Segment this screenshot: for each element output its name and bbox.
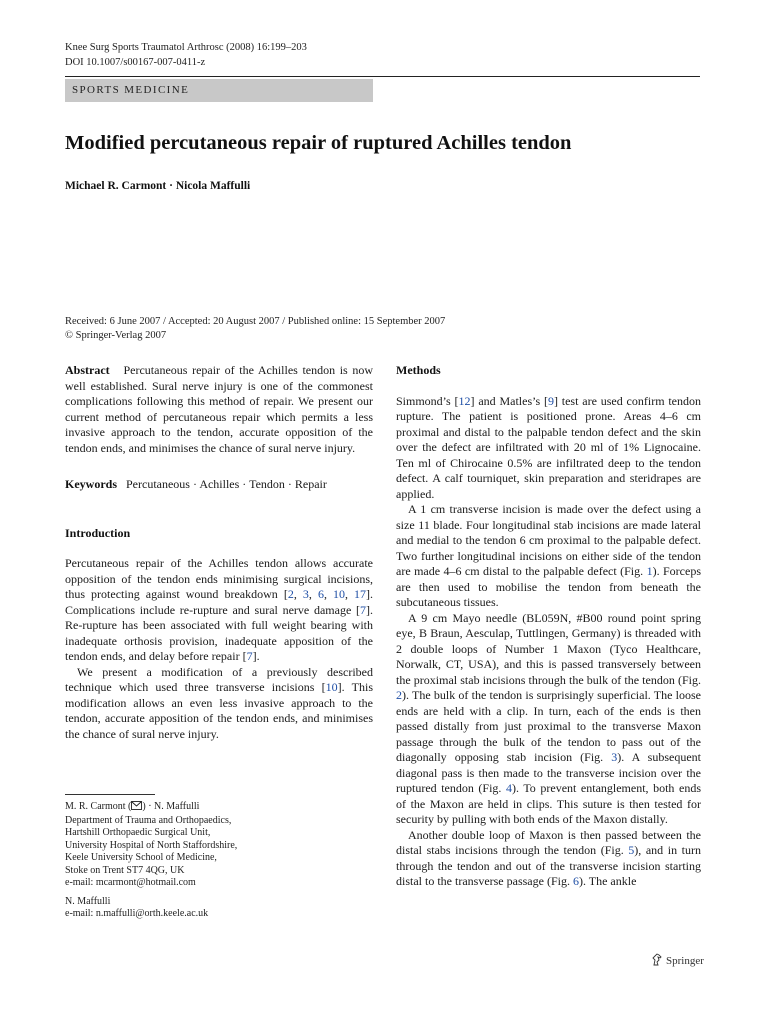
author-list: Michael R. Carmont · Nicola Maffulli (65, 180, 251, 192)
affiliation-line: Hartshill Orthopaedic Surgical Unit, (65, 827, 211, 838)
affiliation-authors (65, 801, 373, 815)
paragraph-text: , (323, 587, 333, 601)
paragraph-text: ). To prevent entanglement, both ends of the Maxon are held in clips. This suture is then tested for security by pulling with both ends of the Maxon distally. (396, 781, 701, 826)
citation-link[interactable]: 2 (287, 587, 294, 601)
springer-horse-icon (651, 953, 663, 969)
publisher-name: Springer (666, 955, 704, 967)
affiliation-line: Stoke on Trent ST7 4QG, UK (65, 864, 185, 876)
affiliation-author-1: M. R. Carmont ( (65, 801, 132, 812)
paragraph-text: , (344, 587, 355, 601)
paragraph-text: ). The bulk of the tendon is surprisingly superficial. The loose ends are held with a clip. In turn, each of the ends is then passed distally from just proximal to the transverse Maxon passage through the bulk of the tendon to pass out of the diagonally opposing stab incision (Fig. (396, 688, 701, 764)
abstract-label: Abstract (65, 363, 110, 377)
journal-citation: Knee Surg Sports Traumatol Arthrosc (2008) 16:199–203 (65, 42, 307, 53)
keywords-text: Percutaneous · Achilles · Tendon · Repair (126, 477, 327, 491)
paragraph-text: A 9 cm Mayo needle (BL059N, #B00 round point spring eye, B Braun, Aesculap, Tuttlingen, Germany) is threaded with 2 double loops of Number 1 Maxon (Tyco Healthcare, Norwalk, CT, USA), and this is passed transversely between the proximal stab incisions through the bulk of the tendon (Fig. (396, 610, 701, 687)
footnote-rule (65, 794, 155, 795)
affiliation-line: Department of Trauma and Orthopaedics, (65, 814, 232, 826)
abstract-text: Percutaneous repair of the Achilles tendon is now well established. Sural nerve injury is one of the commonest complications following this method of repair. We present our current method of percutaneous repair which permits a less invasive approach to the tendon, accurate opposition of the tendon ends, and minimises the chance of sural nerve injury. (65, 363, 373, 455)
affiliation-author-2: ) · N. Maffulli (142, 801, 200, 812)
paragraph-text: We present a modification of a previously described technique which used three transverse incisions [ (65, 664, 373, 694)
citation-link[interactable]: 5 (628, 843, 635, 857)
paragraph-text: , (293, 587, 303, 601)
affiliation-author-2-name: N. Maffulli (65, 895, 111, 907)
paragraph-text: Another double loop of Maxon is then passed between the distal stabs incisions through the tendon (Fig. (396, 827, 701, 857)
paragraph-text: ] test are used confirm tendon rupture. The patient is positioned prone. Areas 4–6 cm proximal and distal to the palpable tendon defect and the skin over the defect are infiltrated with 20 ml of 1% Lignocaine. Ten ml of Chirocaine 0.5% are infiltrated deep to the tendon defect. A calf tourniquet, skin preparation and steridrapes are applied. (396, 393, 702, 501)
paragraph-text: ]. Re-rupture has been associated with full weight bearing with inadequate orthosis provision, inadequate apposition of the tendon ends, and delay before repair [ (65, 602, 373, 663)
publisher-logo (651, 953, 704, 969)
right-column (396, 363, 701, 890)
paragraph-text: ]. This modification allows an even less invasive approach to the tendon, accurate apposition of the tendon ends, and minimises the chance of sural nerve injury. (65, 680, 373, 741)
methods-paragraph-3 (396, 611, 701, 828)
intro-paragraph-1 (65, 556, 373, 665)
section-label: SPORTS MEDICINE (65, 79, 373, 102)
keywords (65, 477, 373, 493)
citation-link[interactable]: 7 (246, 649, 253, 663)
publication-history (65, 315, 445, 342)
paragraph-text: ]. (252, 649, 260, 663)
left-column (65, 363, 373, 742)
doi[interactable]: DOI 10.1007/s00167-007-0411-z (65, 57, 206, 68)
methods-paragraph-2 (396, 502, 701, 611)
citation-link[interactable]: 6 (572, 874, 579, 888)
citation-link[interactable]: 6 (317, 587, 324, 601)
citation-link[interactable]: 10 (332, 587, 345, 601)
citation-link[interactable]: 2 (396, 688, 402, 702)
citation-link[interactable]: 9 (547, 393, 554, 408)
email-1[interactable]: e-mail: mcarmont@hotmail.com (65, 877, 196, 888)
paragraph-text: ] and Matles’s [ (470, 393, 548, 408)
affiliation-line: Keele University School of Medicine, (65, 852, 217, 863)
paragraph-text: ]. Complications include re-rupture and sural nerve damage [ (65, 587, 374, 617)
citation-link[interactable]: 12 (458, 393, 471, 408)
affiliation-line: University Hospital of North Staffordshire, (65, 839, 238, 851)
methods-heading: Methods (396, 363, 441, 377)
citation-link[interactable]: 3 (611, 750, 618, 764)
envelope-icon[interactable] (131, 801, 142, 815)
citation-link[interactable]: 7 (360, 602, 366, 617)
methods-paragraph-4 (396, 828, 701, 890)
keywords-label: Keywords (65, 477, 117, 491)
paragraph-text: ). A subsequent diagonal pass is then made to the transverse incision over the ruptured tendon (Fig. (396, 750, 701, 795)
history-dates: Received: 6 June 2007 / Accepted: 20 August 2007 / Published online: 15 September 2007 (65, 316, 446, 327)
paragraph-text: Simmond’s [ (396, 393, 459, 408)
introduction-heading: Introduction (65, 525, 131, 540)
abstract (65, 363, 373, 456)
methods-paragraph-1 (396, 394, 701, 503)
paragraph-text: Percutaneous repair of the Achilles tendon allows accurate opposition of the tendon ends minimising surgical incisions, thus protecting against wound breakdown [ (65, 556, 373, 601)
paragraph-text: ). The ankle (578, 874, 637, 888)
paragraph-text: , (308, 587, 318, 601)
citation-link[interactable]: 17 (354, 587, 367, 601)
paragraph-text: ). Forceps are then used to mobilise the tendon from beneath the subcutaneous tissues. (396, 564, 701, 609)
citation-link[interactable]: 10 (325, 680, 338, 694)
citation-link[interactable]: 1 (646, 564, 653, 578)
affiliations (65, 801, 373, 921)
citation-link[interactable]: 3 (302, 587, 309, 601)
paragraph-text: A 1 cm transverse incision is made over the defect using a size 11 blade. Four longitudinal stab incisions are made lateral and medial to the tendon 6 cm proximal to the palpable defect. Two further longitudinal incisions on either side of the tendon are made 4–6 cm distal to the palpable defect (Fig. (396, 502, 701, 578)
paragraph-text: ), and in turn through the tendon and out of the transverse incision starting distal to the transverse passage (Fig. (396, 843, 701, 888)
article-title: Modified percutaneous repair of ruptured Achilles tendon (65, 132, 572, 154)
intro-paragraph-2 (65, 665, 373, 743)
header-rule (65, 76, 700, 77)
copyright: © Springer-Verlag 2007 (65, 329, 167, 341)
citation-link[interactable]: 4 (505, 781, 512, 795)
email-2[interactable]: e-mail: n.maffulli@orth.keele.ac.uk (65, 908, 209, 919)
